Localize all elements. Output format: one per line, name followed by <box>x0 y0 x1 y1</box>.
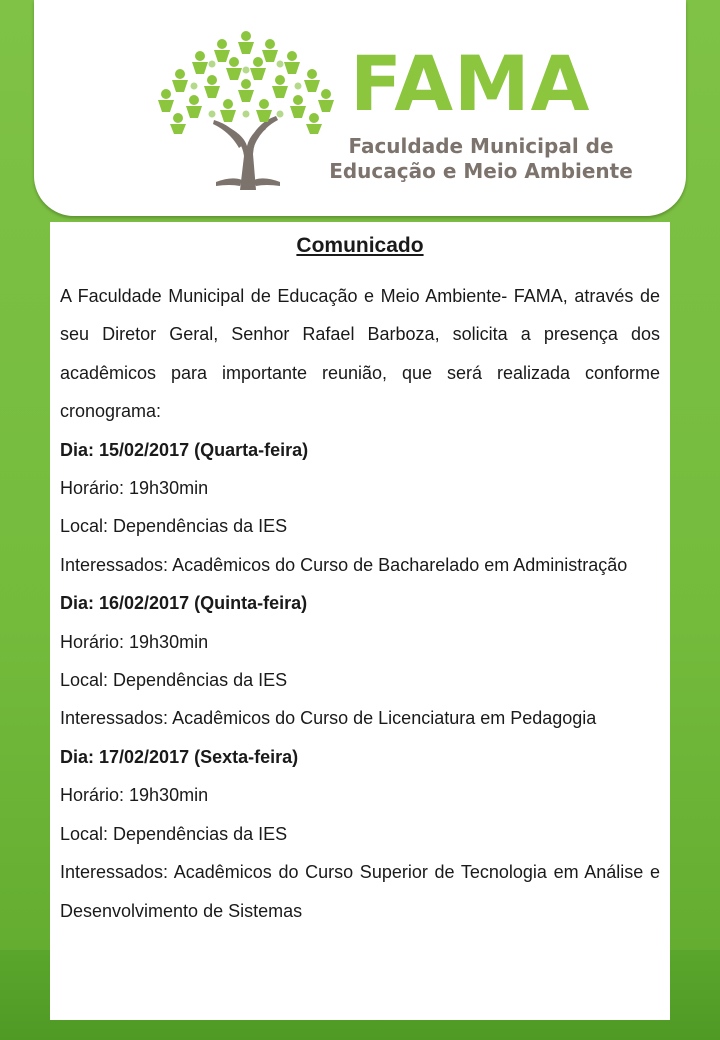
session-2-place: Local: Dependências da IES <box>60 670 288 691</box>
header-card <box>34 0 686 216</box>
session-3-time: Horário: 19h30min <box>60 785 209 806</box>
session-1-audience: Interessados: Acadêmicos do Curso de Bacharelado em Administração <box>60 554 628 575</box>
session-1-time: Horário: 19h30min <box>60 478 209 499</box>
session-3-place: Local: Dependências da IES <box>60 823 288 844</box>
notice-title: Comunicado <box>296 234 424 257</box>
logo-subtitle-line-2: Educação e Meio Ambiente <box>329 159 633 183</box>
logo-title: FAMA <box>350 39 591 128</box>
notice-intro: A Faculdade Municipal de Educação e Meio Ambiente- FAMA, através de seu Diretor Geral, Senhor Rafael Barboza, solicita a presença dos acadêmicos para importante reunião, que será realizada conforme cronograma: <box>60 286 660 422</box>
notice-card <box>50 222 670 1020</box>
session-1-place: Local: Dependências da IES <box>60 516 288 537</box>
session-1-day: Dia: 15/02/2017 (Quarta-feira) <box>60 439 309 460</box>
session-2-time: Horário: 19h30min <box>60 631 209 652</box>
logo-subtitle-line-1: Faculdade Municipal de <box>348 134 614 158</box>
session-3-audience: Interessados: Acadêmicos do Curso Superior de Tecnologia em Análise e Desenvolvimento de Sistemas <box>60 862 660 921</box>
session-2-day: Dia: 16/02/2017 (Quinta-feira) <box>60 593 308 614</box>
session-2-audience: Interessados: Acadêmicos do Curso de Licenciatura em Pedagogia <box>60 708 597 729</box>
session-3-day: Dia: 17/02/2017 (Sexta-feira) <box>60 746 299 767</box>
logo-subtitle <box>326 134 636 184</box>
tree-logo-icon <box>156 30 336 190</box>
